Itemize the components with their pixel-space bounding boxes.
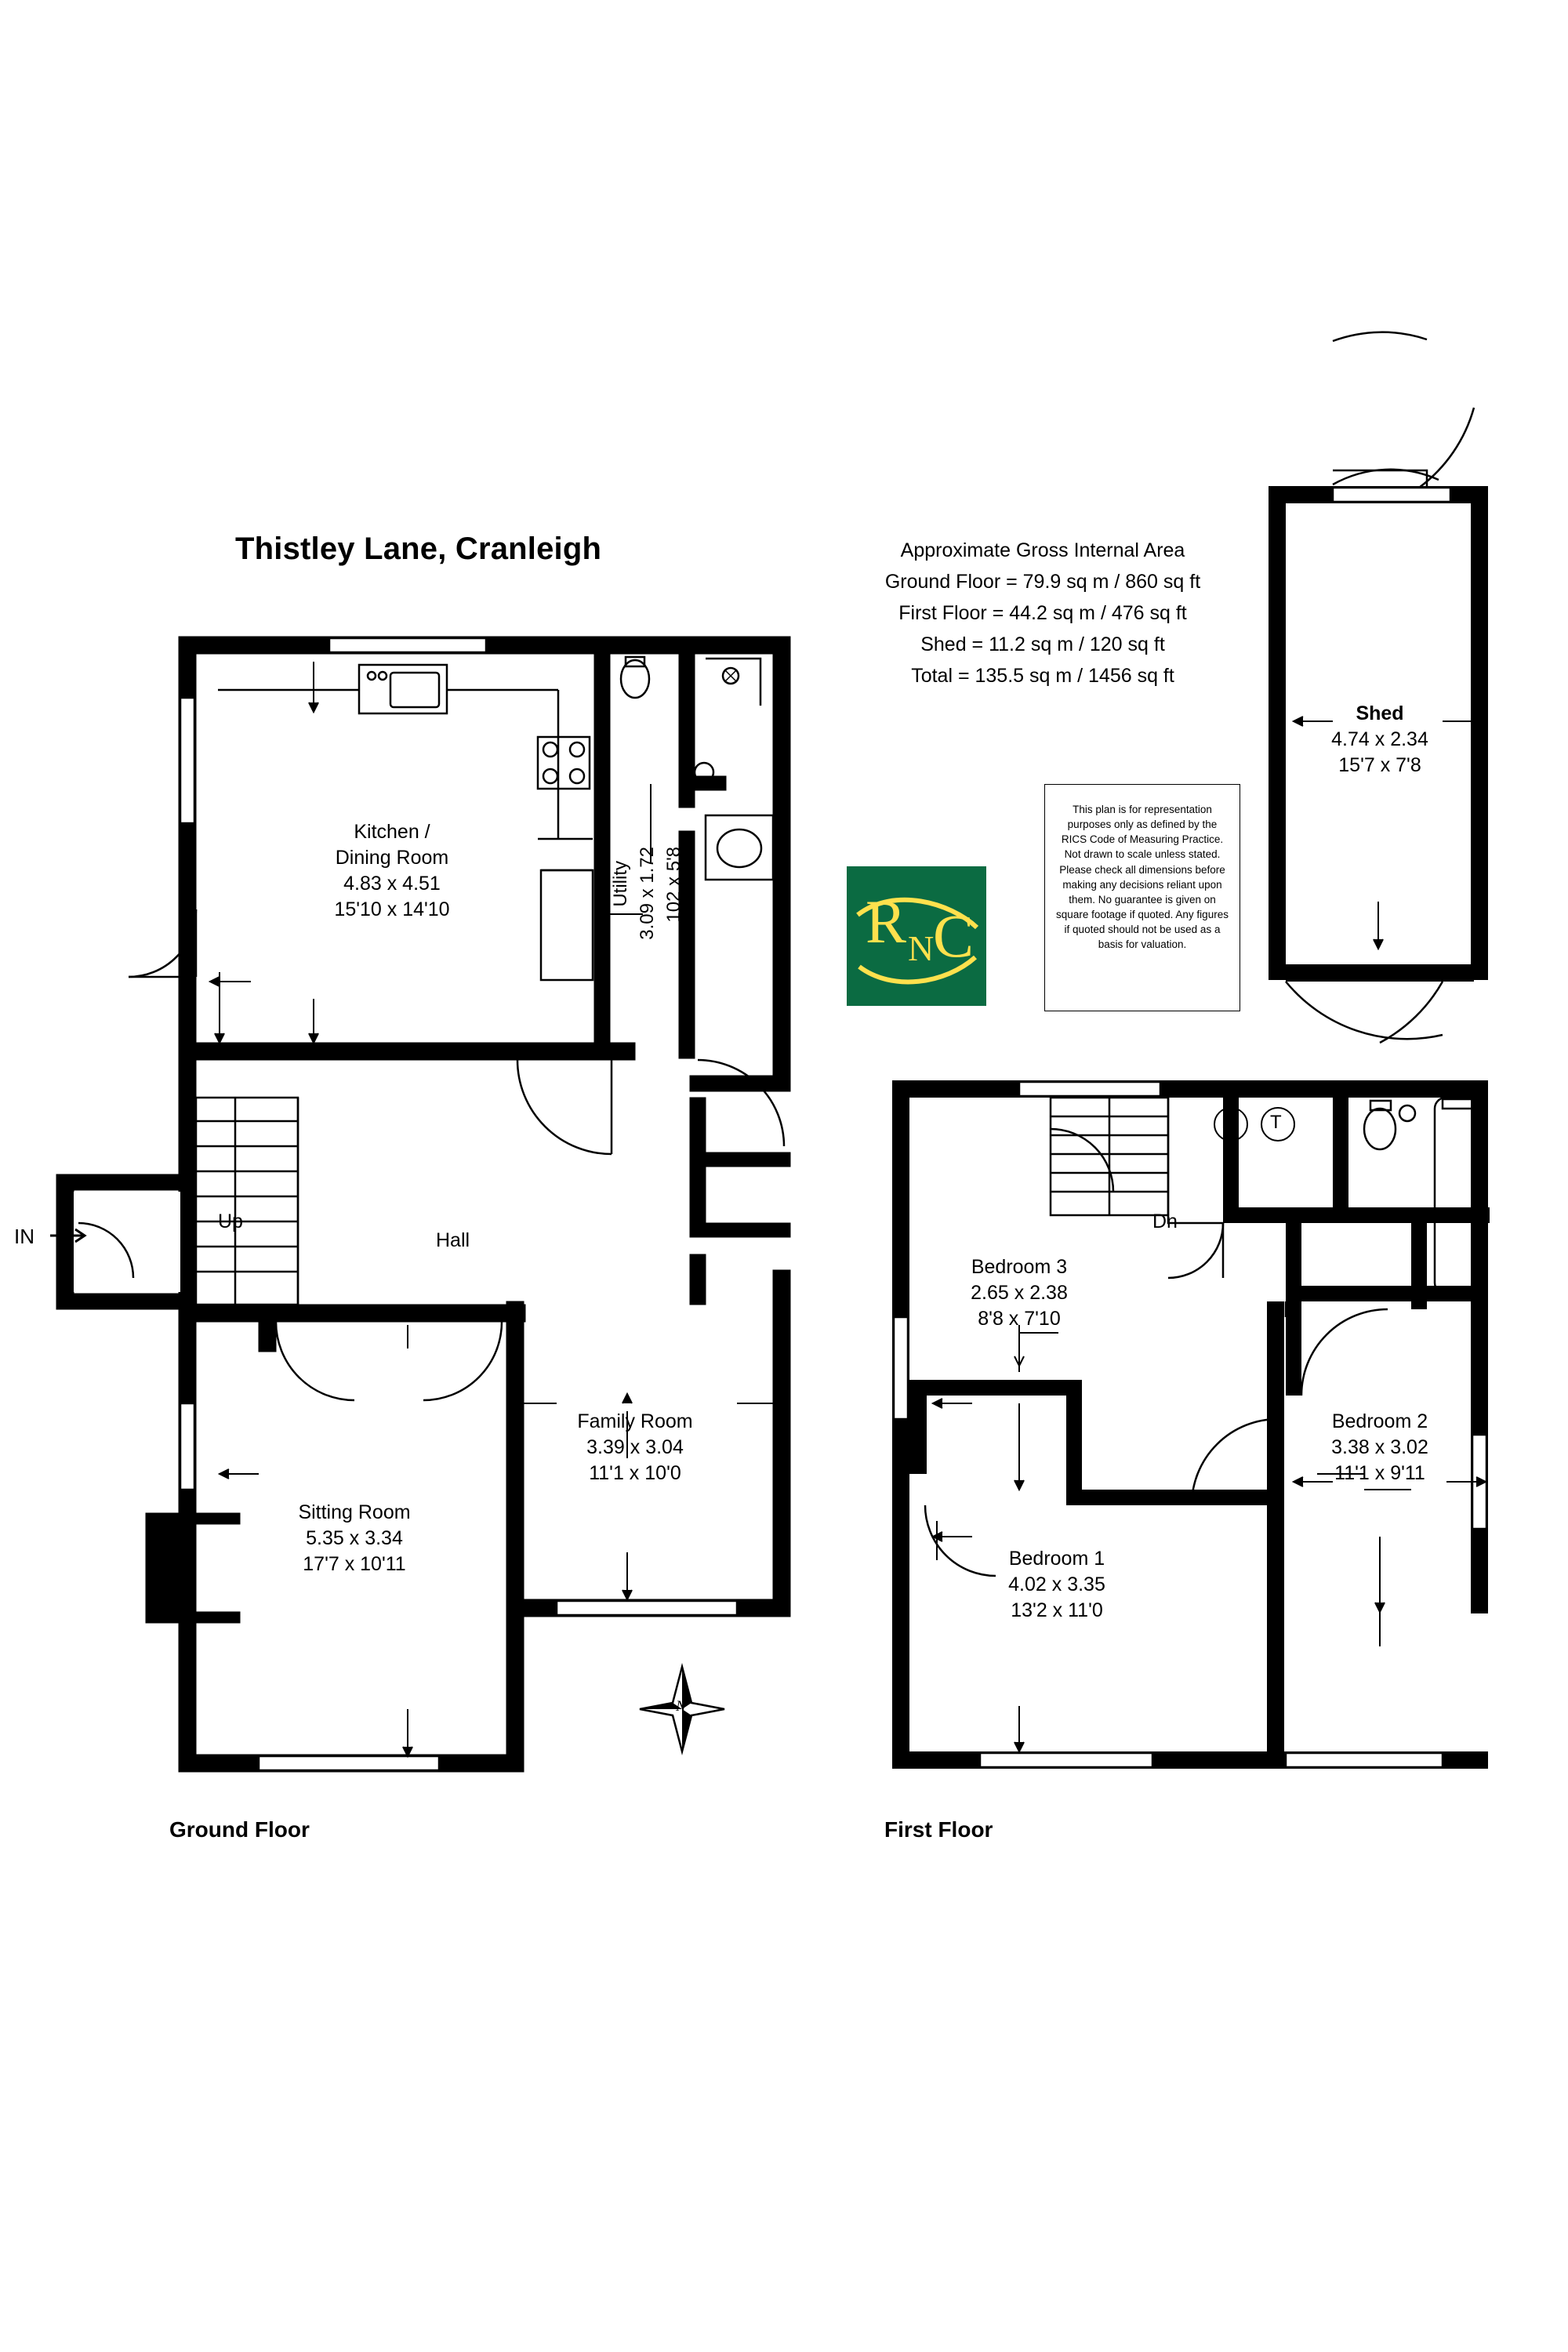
room-imperial: 15'7 x 7'8 — [1338, 754, 1421, 776]
room-metric: 3.38 x 3.02 — [1331, 1436, 1428, 1458]
floor-label-first: First Floor — [884, 1817, 993, 1842]
room-metric: 5.35 x 3.34 — [306, 1527, 403, 1549]
room-metric: 4.74 x 2.34 — [1331, 728, 1428, 750]
room-imperial: 8'8 x 7'10 — [978, 1308, 1061, 1330]
first-stairs — [1051, 1098, 1223, 1223]
disclaimer-box — [1044, 784, 1240, 1011]
room-hall: Hall — [436, 1229, 470, 1251]
logo-letter-c: C — [933, 902, 975, 970]
room-kitchen-dining-room — [334, 819, 449, 923]
entrance-arrow-icon — [16, 1220, 94, 1251]
tank-label: T — [1270, 1112, 1282, 1133]
shed-doors — [1286, 332, 1474, 1043]
disclaimer-text: This plan is for representation purposes only as defined by the RICS Code of Measuring Practice. Not drawn to scale unless stated. Please check all dimensions before making any decisions reliant upon them. No guarantee is given on square footage if quoted. Any figures if quoted should not be used as a basis for valuation. — [1056, 804, 1229, 951]
rnc-logo — [847, 866, 986, 1006]
room-label: Bedroom 2 — [1331, 1410, 1428, 1432]
room-imperial: 13'2 x 11'0 — [1011, 1599, 1103, 1621]
room-bedroom-2 — [1331, 1409, 1428, 1486]
room-imperial: 11'1 x 10'0 — [589, 1462, 681, 1484]
logo-swoosh — [847, 866, 986, 1006]
room-bedroom-1 — [1008, 1546, 1105, 1624]
logo-letter-n: N — [908, 928, 935, 968]
room-metric: 4.02 x 3.35 — [1008, 1573, 1105, 1595]
room-label-2: Dining Room — [335, 847, 449, 869]
ground-stairs — [196, 1098, 298, 1305]
area-line-total: Total = 135.5 sq m / 1456 sq ft — [911, 665, 1174, 687]
area-line-shed: Shed = 11.2 sq m / 120 sq ft — [920, 633, 1165, 655]
room-utility-imperial: 102 x 5'8 — [663, 847, 684, 923]
room-sitting-room — [298, 1500, 410, 1577]
boiler-label: B — [1221, 1112, 1235, 1133]
room-label: Bedroom 3 — [971, 1256, 1068, 1278]
floor-label-ground: Ground Floor — [169, 1817, 310, 1842]
area-line-ground: Ground Floor = 79.9 sq m / 860 sq ft — [884, 571, 1201, 593]
room-imperial: 17'7 x 10'11 — [303, 1553, 406, 1575]
logo-letter-r: R — [866, 887, 907, 956]
stairs-up-label: Up — [218, 1210, 243, 1232]
page-title: Thistley Lane, Cranleigh — [235, 532, 602, 566]
compass-north-label: N — [676, 1698, 686, 1715]
room-utility-metric: 3.09 x 1.72 — [637, 847, 658, 940]
room-label: Kitchen / — [354, 821, 430, 843]
room-bedroom-3 — [971, 1254, 1068, 1332]
room-label: Family Room — [577, 1410, 693, 1432]
room-shed — [1331, 701, 1428, 779]
room-metric: 2.65 x 2.38 — [971, 1282, 1068, 1304]
entrance-label: IN — [14, 1225, 34, 1248]
room-metric: 4.83 x 4.51 — [343, 873, 441, 895]
room-label: Sitting Room — [298, 1501, 411, 1523]
room-imperial: 11'1 x 9'11 — [1334, 1462, 1425, 1484]
area-line-first: First Floor = 44.2 sq m / 476 sq ft — [898, 602, 1187, 624]
room-imperial: 15'10 x 14'10 — [334, 898, 450, 920]
room-metric: 3.39 x 3.04 — [586, 1436, 684, 1458]
stairs-down-label: Dn — [1152, 1210, 1178, 1232]
area-heading: Approximate Gross Internal Area — [900, 539, 1185, 561]
room-utility-label: Utility — [610, 861, 631, 907]
room-label: Shed — [1356, 702, 1404, 724]
room-family-room — [577, 1409, 692, 1486]
room-label: Bedroom 1 — [1008, 1548, 1105, 1570]
